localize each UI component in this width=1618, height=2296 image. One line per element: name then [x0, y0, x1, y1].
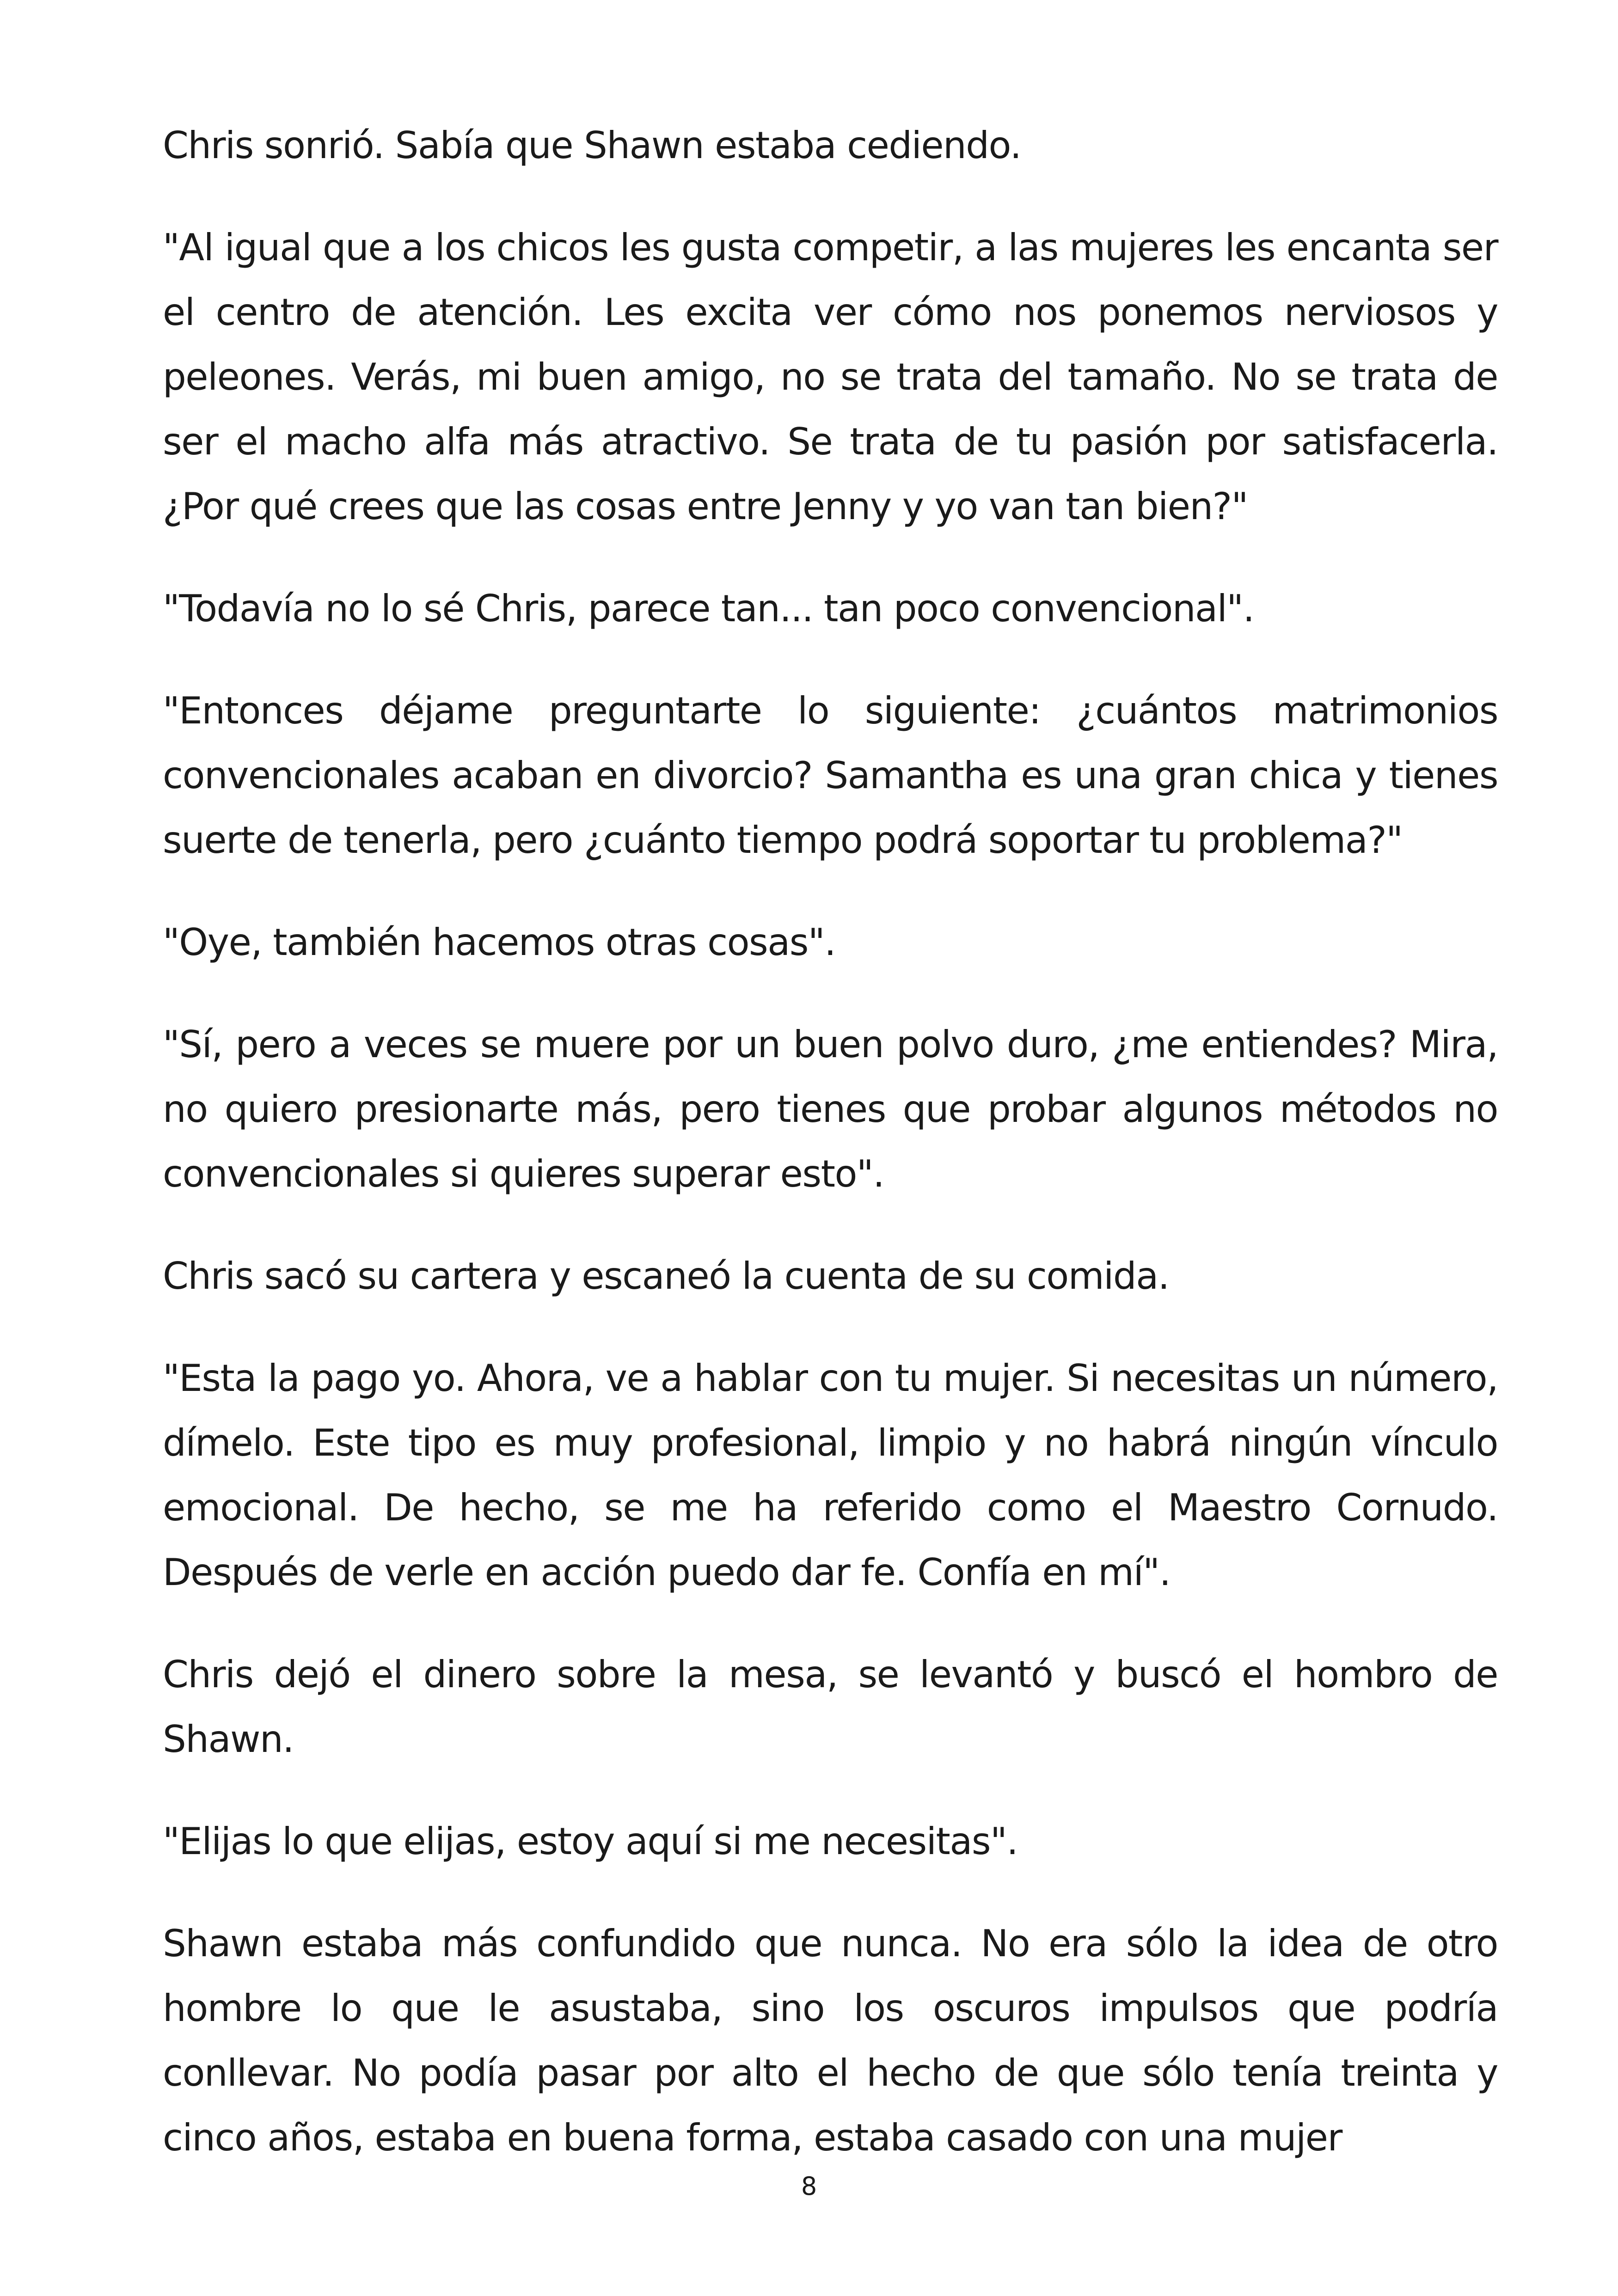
- paragraph: Shawn estaba más confundido que nunca. No era sólo la idea de otro hombre lo que le asustaba, sino los oscuros impulsos que podría conllevar. No podía pasar por alto el hecho de que sólo tenía treinta y cinco años, estaba en buena forma, estaba casado con una mujer: [163, 1922, 1498, 2159]
- paragraph: "Oye, también hacemos otras cosas".: [163, 921, 836, 964]
- paragraph: "Todavía no lo sé Chris, parece tan... tan poco convencional".: [163, 587, 1254, 630]
- paragraph: "Entonces déjame preguntarte lo siguiente: ¿cuántos matrimonios convencionales acaban en divorcio? Samantha es una gran chica y tienes suerte de tenerla, pero ¿cuánto tiempo podrá soportar tu problema?": [163, 689, 1498, 862]
- paragraph: "Esta la pago yo. Ahora, ve a hablar con tu mujer. Si necesitas un número, dímelo. Este tipo es muy profesional, limpio y no habrá ningún vínculo emocional. De hecho, se me ha referido como el Maestro Cornudo. Después de verle en acción puedo dar fe. Confía en mí".: [163, 1357, 1498, 1594]
- paragraph: Chris dejó el dinero sobre la mesa, se levantó y buscó el hombro de Shawn.: [163, 1653, 1498, 1761]
- body-text: [163, 113, 1498, 2170]
- paragraph: "Sí, pero a veces se muere por un buen polvo duro, ¿me entiendes? Mira, no quiero presionarte más, pero tienes que probar algunos métodos no convencionales si quieres superar esto".: [163, 1023, 1498, 1195]
- paragraph: Chris sonrió. Sabía que Shawn estaba cediendo.: [163, 124, 1021, 167]
- page-number: 8: [801, 2172, 817, 2201]
- paragraph: "Elijas lo que elijas, estoy aquí si me necesitas".: [163, 1820, 1018, 1863]
- paragraph: Chris sacó su cartera y escaneó la cuenta de su comida.: [163, 1255, 1169, 1298]
- paragraph: "Al igual que a los chicos les gusta competir, a las mujeres les encanta ser el centro de atención. Les excita ver cómo nos ponemos nerviosos y peleones. Verás, mi buen amigo, no se trata del tamaño. No se trata de ser el macho alfa más atractivo. Se trata de tu pasión por satisfacerla. ¿Por qué crees que las cosas entre Jenny y yo van tan bien?": [163, 226, 1498, 528]
